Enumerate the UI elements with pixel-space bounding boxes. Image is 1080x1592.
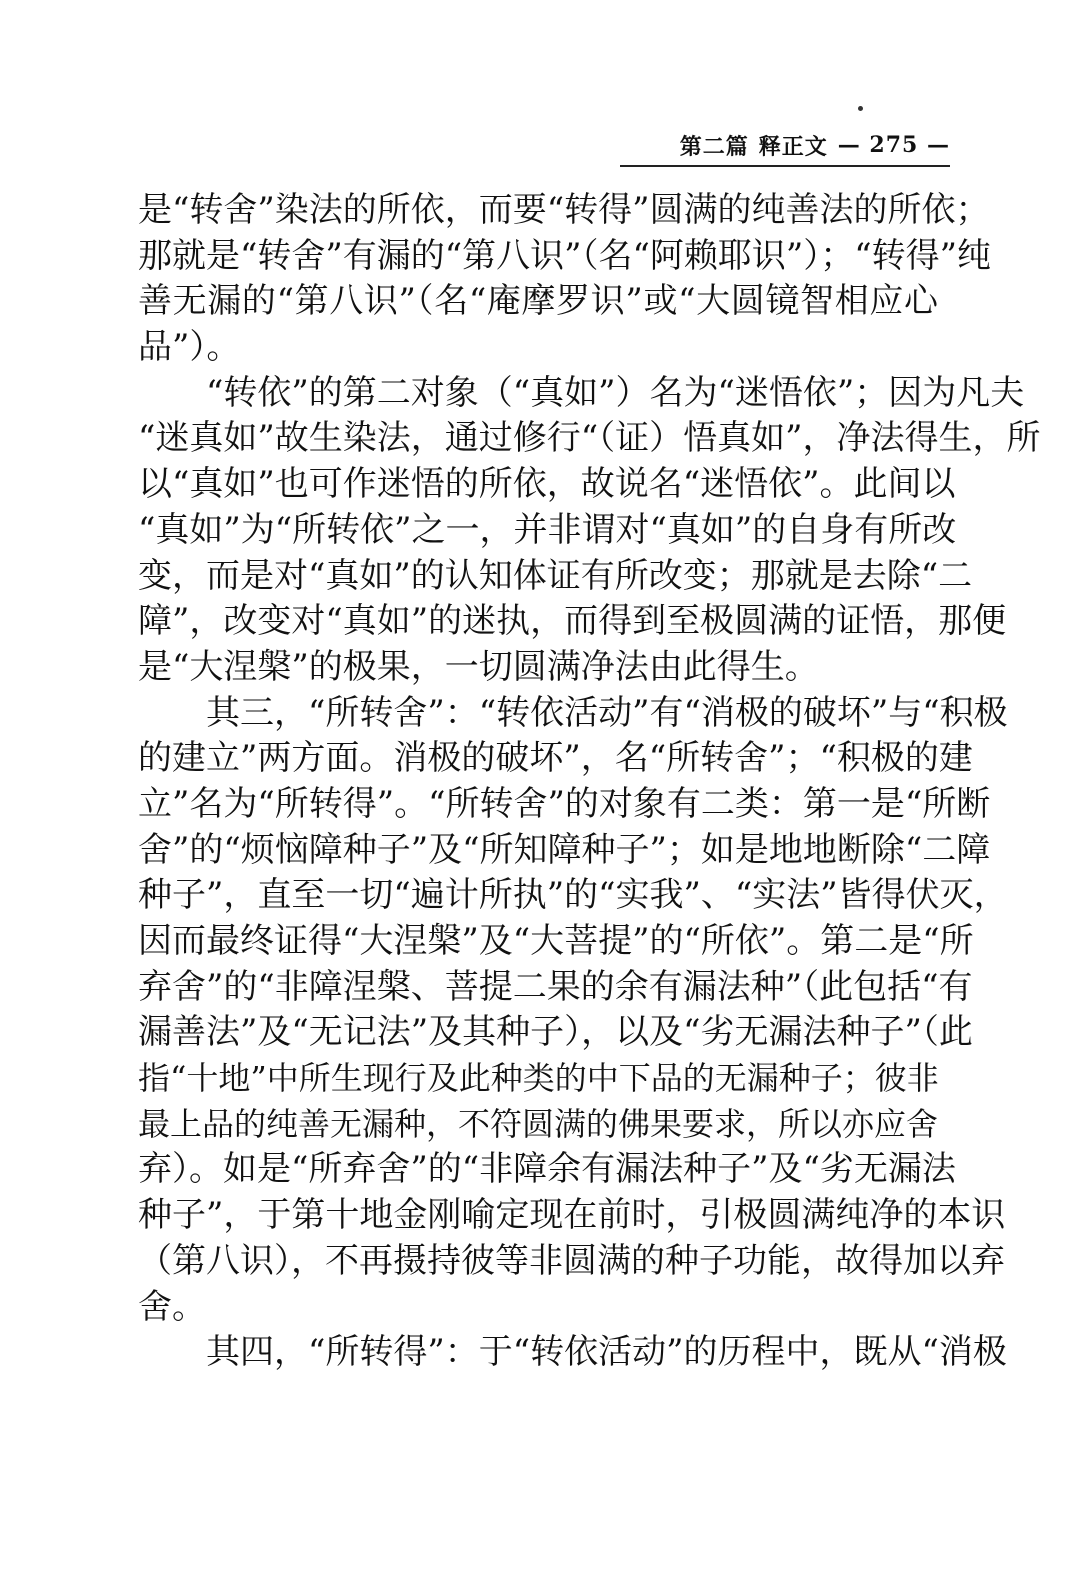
body-text: [138, 188, 1041, 1376]
text-line: 种子”，于第十地金刚喻定现在前时，引极圆满纯净的本识: [138, 1195, 1006, 1236]
text-line: 种子”，直至一切“遍计所执”的“实我”、“实法”皆得伏灭，: [138, 875, 1008, 916]
text-line: 障”，改变对“真如”的迷执，而得到至极圆满的证悟，那便: [138, 601, 1007, 642]
text-line: 因而最终证得“大涅槃”及“大菩提”的“所依”。第二是“所: [138, 921, 974, 961]
header-title: 释正文: [758, 133, 828, 160]
text-line: 舍”的“烦恼障种子”及“所知障种子”；如是地地断除“二障: [138, 829, 991, 870]
text-line: 的建立”两方面。消极的破坏”，名“所转舍”；“积极的建: [138, 738, 973, 779]
text-line: 立”名为“所转得”。“所转舍”的对象有二类：第一是“所断: [138, 783, 991, 824]
text-line: 变，而是对“真如”的认知体证有所改变；那就是去除“二: [138, 555, 973, 596]
text-line: 弃舍”的“非障涅槃、菩提二果的余有漏法种”（此包括“有: [138, 966, 973, 1007]
text-line: “真如”为“所转依”之一，并非谓对“真如”的自身有所改: [138, 509, 957, 550]
text-line: “迷真如”故生染法，通过修行“（证）悟真如”，净法得生，所: [138, 418, 1041, 459]
text-line: （第八识），不再摄持彼等非圆满的种子功能，故得加以弃: [138, 1240, 1005, 1281]
text-line: 弃）。如是“所弃舍”的“非障余有漏法种子”及“劣无漏法: [138, 1149, 956, 1190]
text-line: 其四，“所转得”：于“转依活动”的历程中，既从“消极: [206, 1332, 1007, 1373]
text-line: 那就是“转舍”有漏的“第八识”（名“阿赖耶识”）；“转得”纯: [138, 235, 992, 276]
text-line: 以“真如”也可作迷悟的所依，故说名“迷悟依”。此间以: [138, 464, 956, 505]
text-line: “转依”的第二对象（“真如”）名为“迷悟依”；因为凡夫: [206, 372, 1025, 413]
text-line: 是“大涅槃”的极果，一切圆满净法由此得生。: [138, 646, 819, 687]
text-line: 最上品的纯善无漏种，不符圆满的佛果要求，所以亦应舍: [138, 1104, 939, 1143]
text-line: 善无漏的“第八识”（名“庵摩罗识”或“大圆镜智相应心: [138, 281, 938, 322]
header-part: 第二篇: [679, 133, 749, 160]
scan-speck: [858, 106, 863, 111]
text-line: 舍。: [138, 1286, 206, 1327]
text-line: 其三，“所转舍”：“转依活动”有“消极的破坏”与“积极: [206, 692, 1008, 733]
text-line: 漏善法”及“无记法”及其种子），以及“劣无漏法种子”（此: [138, 1012, 973, 1053]
text-line: 品”）。: [138, 327, 241, 368]
text-line: 指“十地”中所生现行及此种类的中下品的无漏种子；彼非: [138, 1059, 939, 1098]
text-line: 是“转舍”染法的所依，而要“转得”圆满的纯善法的所依；: [138, 190, 990, 230]
running-header: [620, 125, 950, 167]
page-number: — 275 —: [837, 132, 950, 158]
